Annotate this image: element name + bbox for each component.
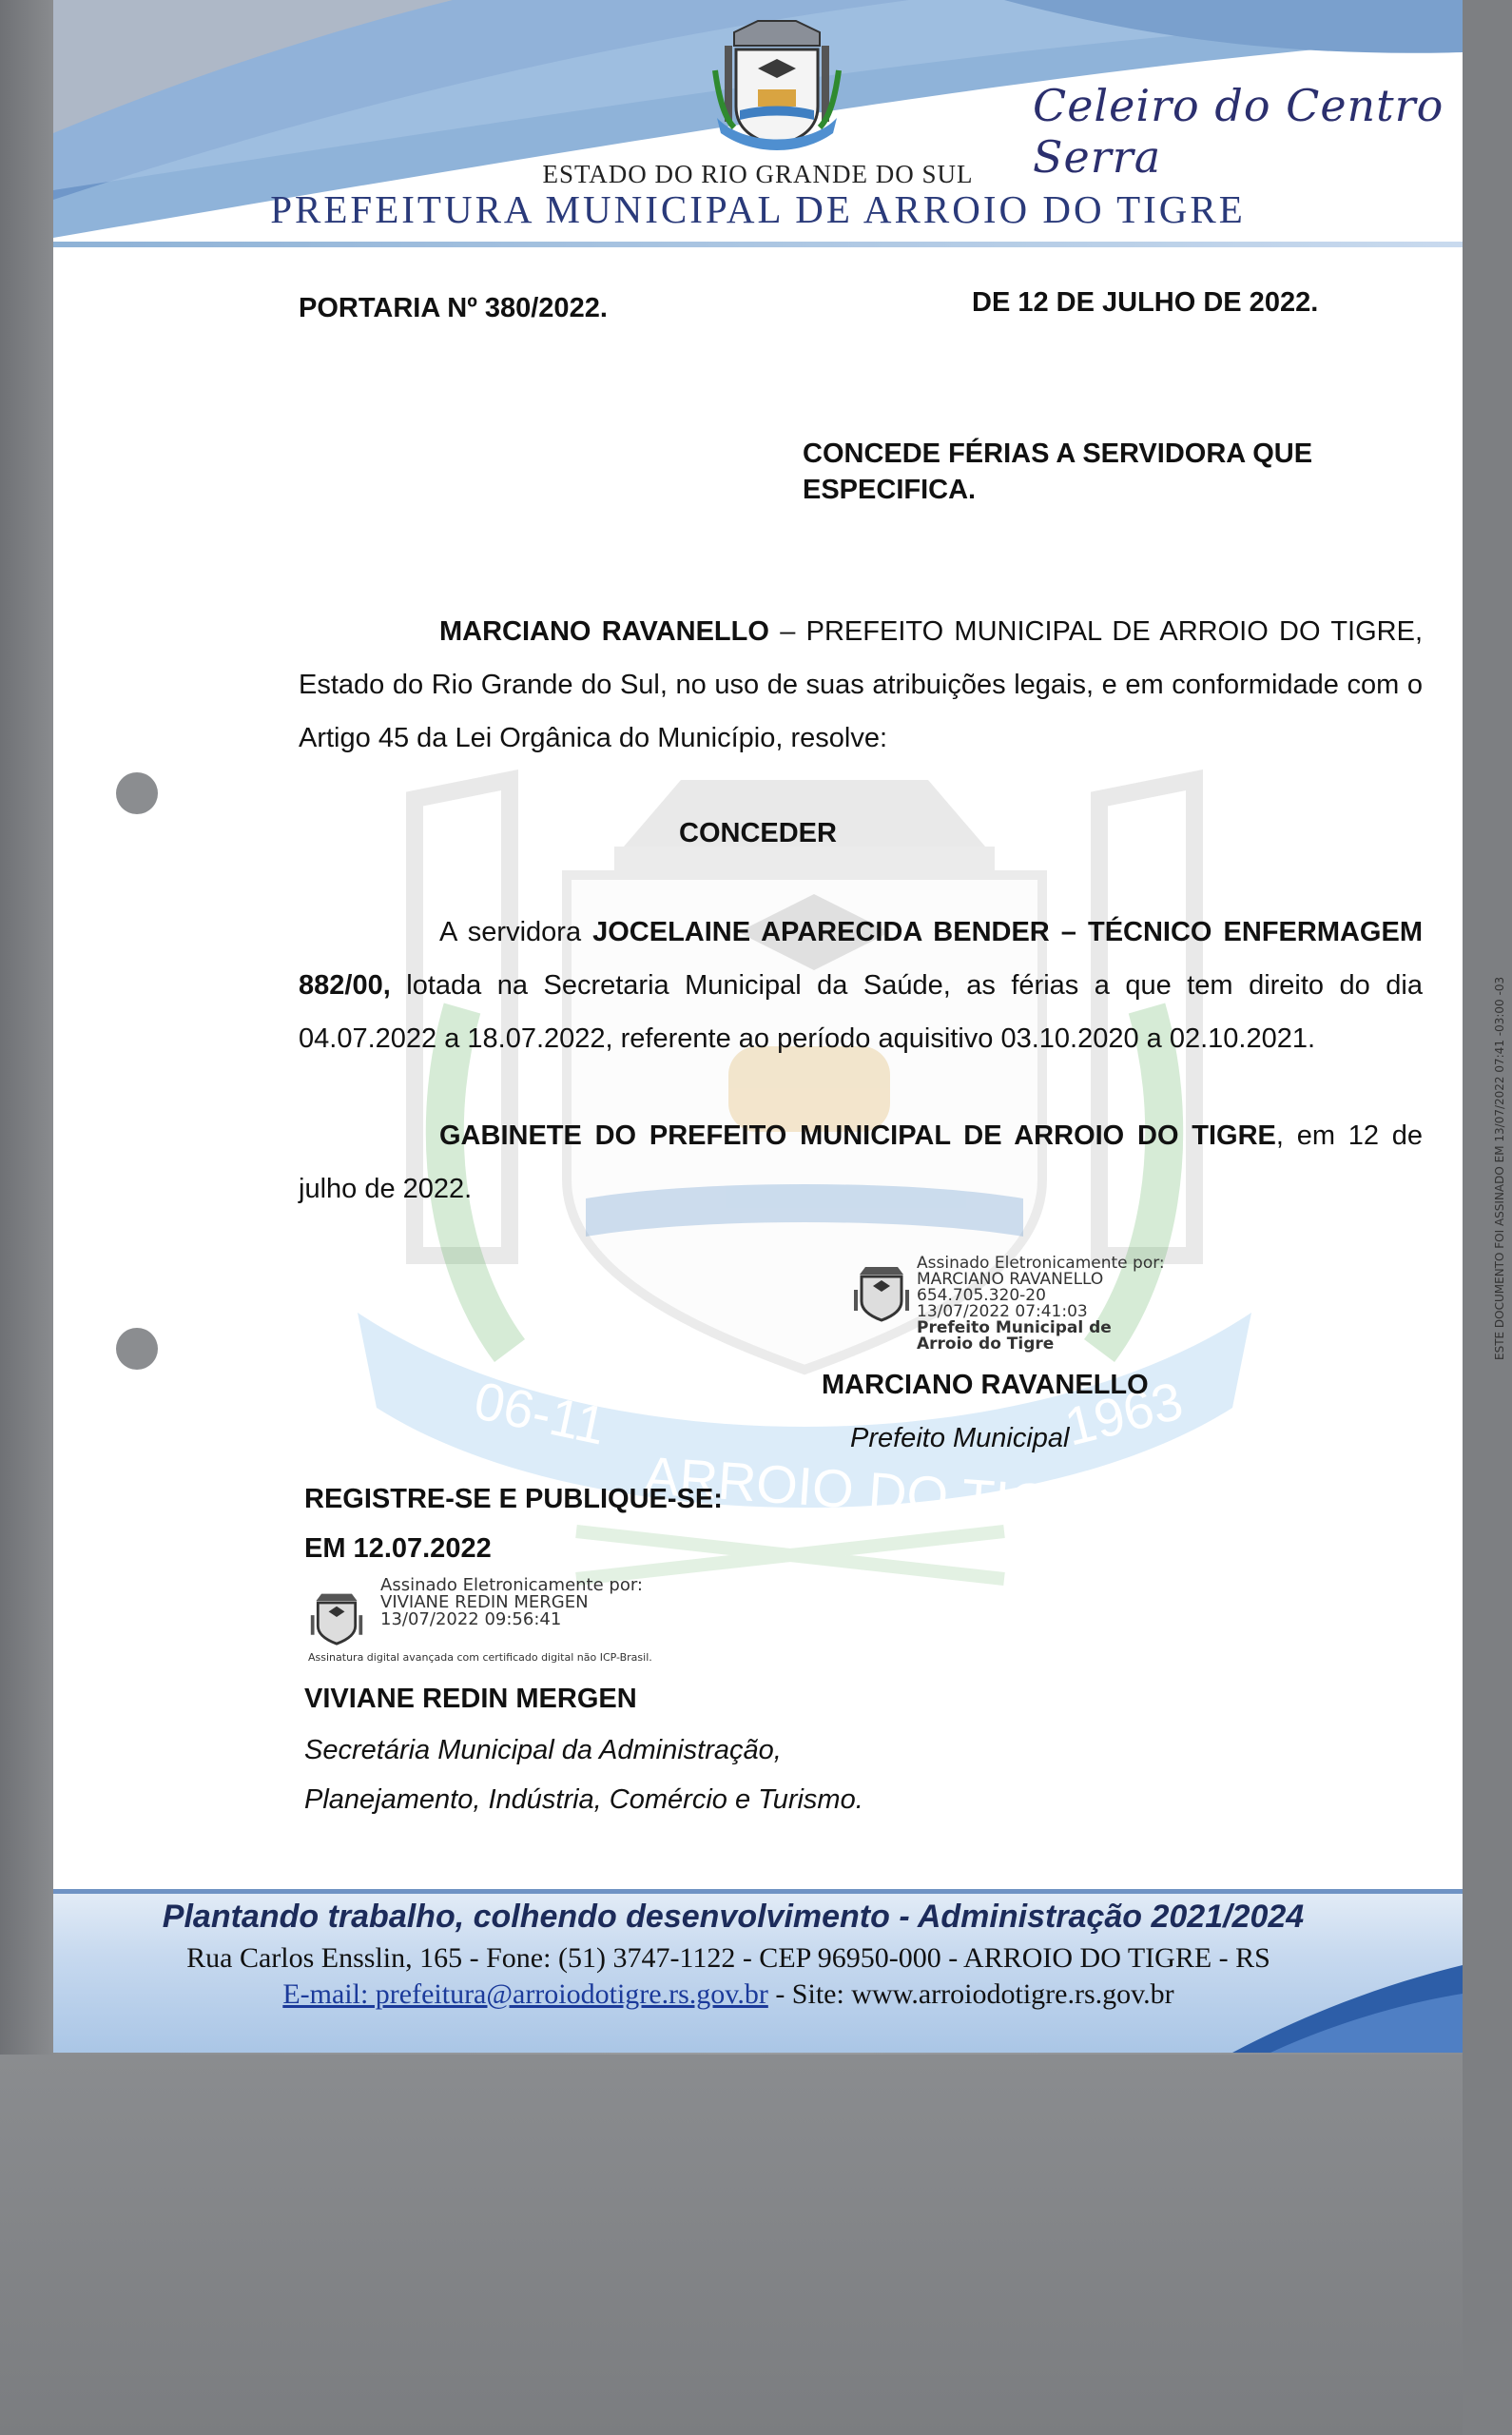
footer-rule [53, 1889, 1463, 1894]
secretary-name: VIVIANE REDIN MERGEN [304, 1684, 637, 1714]
signature-line: 13/07/2022 07:41:03 [917, 1302, 1088, 1321]
side-stamp-text: ESTE DOCUMENTO FOI ASSINADO EM 13/07/2022 07:41 -03:00 -03 [1493, 976, 1506, 1360]
registration-date: EM 12.07.2022 [304, 1533, 492, 1564]
secretary-role-line1: Secretária Municipal da Administração, [304, 1735, 782, 1765]
scanner-bottom-area [0, 2055, 1463, 2435]
watermark-date: 06-11 [469, 1370, 611, 1456]
signature-seal-icon [308, 1588, 365, 1646]
signature-line: Assinado Eletronicamente por: [380, 1575, 643, 1595]
signature-note: Assinatura digital avançada com certificado digital não ICP-Brasil. [308, 1651, 652, 1664]
mayor-name: MARCIANO RAVANELLO [822, 1370, 1149, 1400]
punch-hole [116, 772, 158, 814]
secretary-role-line2: Planejamento, Indústria, Comércio e Turismo. [304, 1784, 863, 1815]
document-page [53, 0, 1506, 2053]
ementa: CONCEDE FÉRIAS A SERVIDORA QUE ESPECIFICA. [803, 438, 1313, 505]
watermark-city: ARROIO DO TIGRE [642, 1445, 1127, 1539]
gabinete-label: GABINETE DO PREFEITO MUNICIPAL DE ARROIO DO TIGRE [439, 1120, 1276, 1151]
paragraph-grant [299, 906, 1423, 1065]
signature-seal-icon [852, 1261, 911, 1322]
secretary-electronic-signature [308, 1577, 708, 1682]
municipal-crest-icon [706, 13, 848, 154]
site-text: - Site: www.arroiodotigre.rs.gov.br [767, 1978, 1174, 2010]
state-name: ESTADO DO RIO GRANDE DO SUL [542, 160, 974, 188]
portaria-date: DE 12 DE JULHO DE 2022. [972, 287, 1319, 318]
prefeitura-title: PREFEITURA MUNICIPAL DE ARROIO DO TIGRE [270, 187, 1246, 231]
signature-line: Prefeito Municipal de [917, 1318, 1112, 1337]
signature-line: 13/07/2022 09:56:41 [380, 1609, 562, 1629]
signature-line: Arroio do Tigre [917, 1334, 1055, 1354]
footer-slogan: Plantando trabalho, colhendo desenvolvimento - Administração 2021/2024 [162, 1899, 1305, 1935]
paragraph-preamble [299, 605, 1423, 765]
signature-line: VIVIANE REDIN MERGEN [380, 1592, 589, 1612]
grant-start: A servidora [439, 917, 593, 947]
motto: Celeiro do Centro Serra [1033, 80, 1444, 183]
signature-line: Assinado Eletronicamente por: [917, 1254, 1165, 1273]
portaria-number: PORTARIA Nº 380/2022. [299, 293, 608, 323]
header-rule [53, 242, 1463, 247]
gabinete-date: , em 12 de julho de 2022. [299, 1120, 1423, 1204]
email-link[interactable]: E-mail: prefeitura@arroiodotigre.rs.gov.br [282, 1978, 768, 2010]
watermark-year: 1963 [1058, 1370, 1189, 1457]
footer-address: Rua Carlos Ensslin, 165 - Fone: (51) 3747-1122 - CEP 96950-000 - ARROIO DO TIGRE - RS [186, 1942, 1270, 1974]
mayor-name-inline: MARCIANO RAVANELLO [439, 616, 769, 647]
signature-details [917, 1256, 1259, 1353]
side-stamp [1489, 808, 1512, 1360]
registre-publique: REGISTRE-SE E PUBLIQUE-SE: [304, 1484, 723, 1514]
footer [53, 1889, 1463, 2053]
preamble-text: – PREFEITO MUNICIPAL DE ARROIO DO TIGRE, Estado do Rio Grande do Sul, no uso de suas atribuições legais, e em conformidade com o Artigo 45 da Lei Orgânica do Município, resolve: [299, 616, 1423, 753]
grant-text: lotada na Secretaria Municipal da Saúde, as férias a que tem direito do dia 04.07.2022 a 18.07.2022, referente ao período aquisitivo 03.10.2020 a 02.10.2021. [299, 970, 1423, 1054]
paragraph-gabinete [299, 1109, 1423, 1216]
signature-line: MARCIANO RAVANELLO [917, 1270, 1104, 1289]
signature-line: 654.705.320-20 [917, 1286, 1046, 1305]
footer-contact [53, 1978, 1404, 2011]
punch-hole [116, 1328, 158, 1370]
employee-name: JOCELAINE APARECIDA BENDER – TÉCNICO ENFERMAGEM 882/00, [299, 917, 1423, 1001]
conceder-heading: CONCEDER [679, 818, 837, 848]
signature-details [380, 1577, 643, 1628]
mayor-role: Prefeito Municipal [850, 1423, 1070, 1453]
